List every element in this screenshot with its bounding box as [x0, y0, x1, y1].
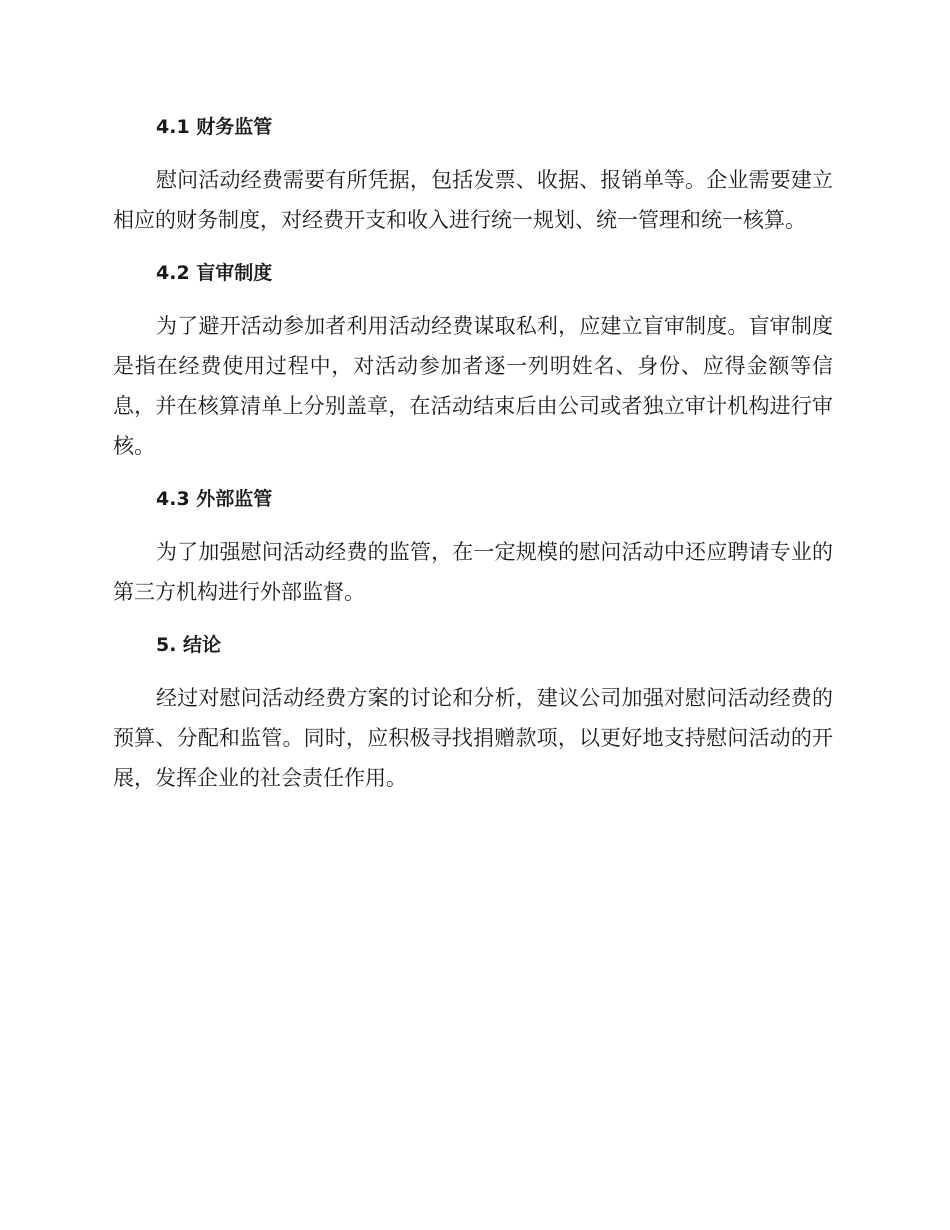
section-paragraph-external-supervision: 为了加强慰问活动经费的监管，在一定规模的慰问活动中还应聘请专业的第三方机构进行外部监督。 [113, 540, 833, 604]
section-paragraph-blind-review: 为了避开活动参加者利用活动经费谋取私利，应建立盲审制度。盲审制度是指在经费使用过程中，对活动参加者逐一列明姓名、身份、应得金额等信息，并在核算清单上分别盖章，在活动结束后由公司或者独立审计机构进行审核。 [113, 314, 833, 458]
section-paragraph-financial-supervision: 慰问活动经费需要有所凭据，包括发票、收据、报销单等。企业需要建立相应的财务制度，对经费开支和收入进行统一规划、统一管理和统一核算。 [113, 168, 833, 232]
section-paragraph-conclusion: 经过对慰问活动经费方案的讨论和分析，建议公司加强对慰问活动经费的预算、分配和监管。同时，应积极寻找捐赠款项，以更好地支持慰问活动的开展，发挥企业的社会责任作用。 [113, 686, 833, 790]
section-heading-financial-supervision: 4.1 财务监管 [156, 116, 273, 138]
document-body [113, 108, 833, 812]
section-heading-conclusion: 5. 结论 [156, 634, 222, 656]
section-heading-external-supervision: 4.3 外部监管 [156, 488, 273, 510]
section-heading-blind-review: 4.2 盲审制度 [156, 262, 273, 284]
